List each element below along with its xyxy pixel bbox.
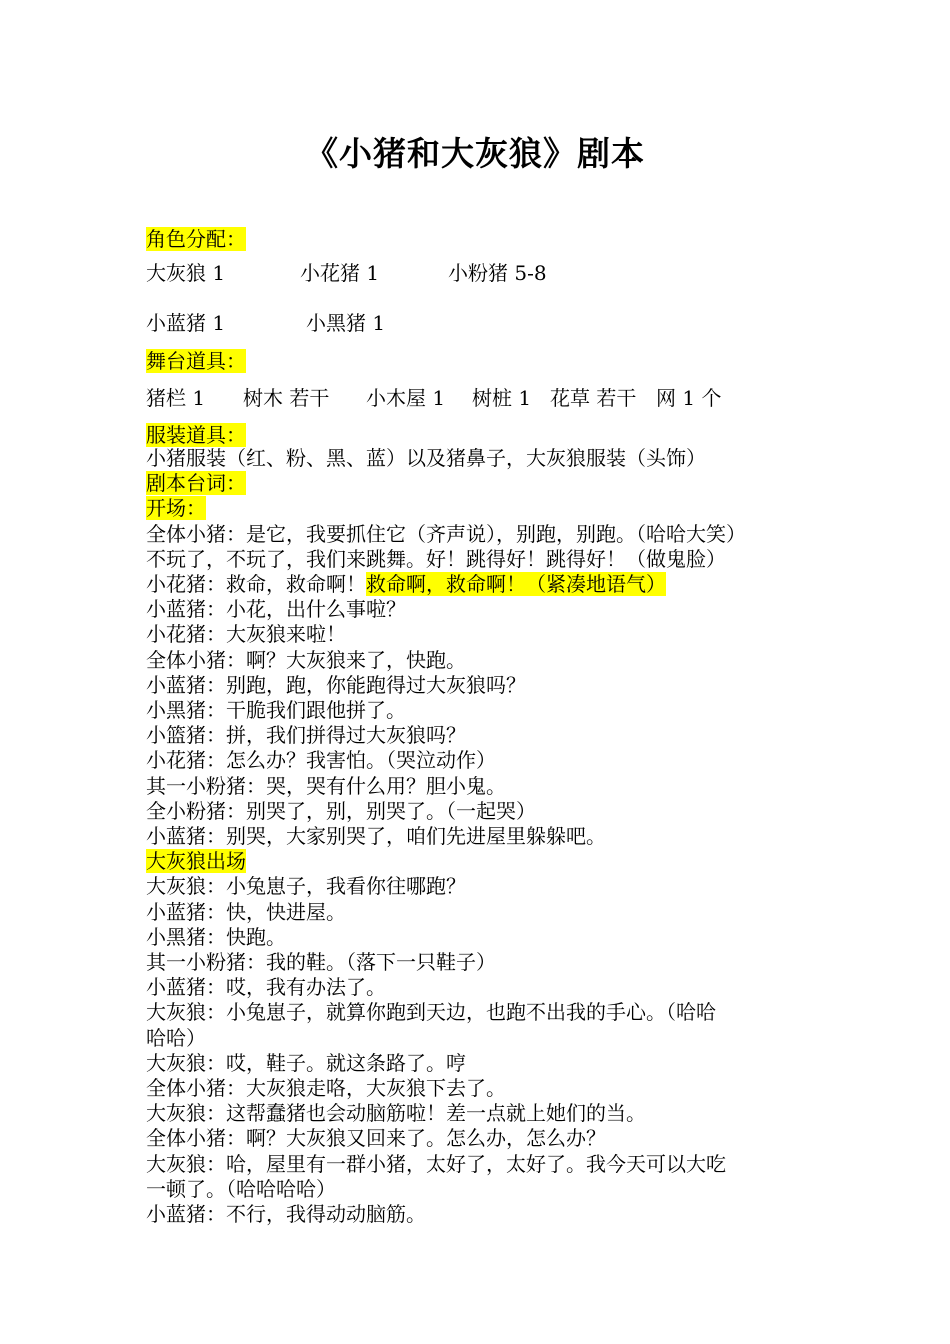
- script-line: 小蓝猪：不行，我得动动脑筋。: [146, 1202, 426, 1227]
- script-line: 一顿了。（哈哈哈哈）: [146, 1176, 336, 1201]
- script-line: 小蓝猪：哎，我有办法了。: [146, 975, 386, 1000]
- costume-line: 小猪服装（红、粉、黑、蓝）以及猪鼻子，大灰狼服装（头饰）: [146, 446, 706, 470]
- script-line: 不玩了，不玩了，我们来跳舞。好！跳得好！跳得好！（做鬼脸）: [146, 546, 726, 571]
- role-flower-pig: 小花猪 1: [300, 261, 380, 285]
- prop-stump: 树桩 1: [472, 386, 532, 410]
- script-line: 小蓝猪：别哭，大家别哭了，咱们先进屋里躲躲吧。: [146, 824, 606, 849]
- script-line: 大灰狼：小兔崽子，就算你跑到天边，也跑不出我的手心。（哈哈: [146, 1000, 716, 1025]
- script-line: 其一小粉猪：哭，哭有什么用？胆小鬼。: [146, 773, 506, 798]
- prop-cabin: 小木屋 1: [366, 386, 446, 410]
- script-line: 大灰狼：这帮蠢猪也会动脑筋啦！差一点就上她们的当。: [146, 1101, 646, 1126]
- script-line: 小黑猪：干脆我们跟他拼了。: [146, 698, 406, 723]
- prop-net: 网 1 个: [656, 386, 722, 410]
- wolf-entrance-heading: 大灰狼出场: [146, 849, 246, 874]
- script-line: 全体小猪：啊？大灰狼来了，快跑。: [146, 647, 466, 672]
- costume-heading: 服装道具：: [146, 423, 246, 447]
- script-line: 哈哈）: [146, 1025, 206, 1050]
- script-line: 其一小粉猪：我的鞋。（落下一只鞋子）: [146, 950, 496, 975]
- script-heading: 剧本台词：: [146, 471, 246, 496]
- prop-trees: 树木 若干: [243, 386, 330, 410]
- script-line: 小蓝猪：别跑，跑，你能跑得过大灰狼吗？: [146, 672, 526, 697]
- role-pink-pig: 小粉猪 5-8: [448, 261, 547, 285]
- page-title: 《小猪和大灰狼》剧本: [305, 134, 645, 173]
- props-heading: 舞台道具：: [146, 349, 246, 373]
- roles-row-1: [146, 261, 547, 285]
- role-blue-pig: 小蓝猪 1: [146, 311, 226, 335]
- script-line: 全小粉猪：别哭了，别，别哭了。（一起哭）: [146, 798, 536, 823]
- script-line: 大灰狼：小兔崽子，我看你往哪跑？: [146, 874, 466, 899]
- script-line: 小篮猪：拼，我们拼得过大灰狼吗？: [146, 723, 466, 748]
- role-black-pig: 小黑猪 1: [306, 311, 386, 335]
- script-line: 小蓝猪：快，快进屋。: [146, 899, 346, 924]
- script-line: 全体小猪：大灰狼走咯，大灰狼下去了。: [146, 1076, 506, 1101]
- script-line: 小蓝猪：小花，出什么事啦？: [146, 597, 406, 622]
- script-line: 大灰狼：哎，鞋子。就这条路了。哼: [146, 1050, 466, 1075]
- script-line: 全体小猪：啊？大灰狼又回来了。怎么办，怎么办？: [146, 1126, 606, 1151]
- script-line: 大灰狼：哈，屋里有一群小猪，太好了，太好了。我今天可以大吃: [146, 1151, 726, 1176]
- script-line: 小花猪：怎么办？我害怕。（哭泣动作）: [146, 748, 496, 773]
- prop-fence: 猪栏 1: [146, 386, 206, 410]
- roles-row-2: [146, 311, 385, 335]
- script-line: 全体小猪：是它，我要抓住它（齐声说），别跑，别跑。（哈哈大笑）: [146, 521, 746, 546]
- roles-heading: 角色分配：: [146, 227, 246, 251]
- opening-heading: 开场：: [146, 496, 206, 521]
- role-wolf: 大灰狼 1: [146, 261, 226, 285]
- script-line: 小黑猪：快跑。: [146, 924, 286, 949]
- prop-flowers: 花草 若干: [550, 386, 637, 410]
- props-line: [146, 386, 721, 410]
- highlighted-text: 救命啊，救命啊！（紧凑地语气）: [366, 572, 666, 597]
- script-line: 小花猪：救命，救命啊！救命啊，救命啊！（紧凑地语气）: [146, 572, 666, 597]
- script-body: [146, 446, 816, 1227]
- script-line: 小花猪：大灰狼来啦！: [146, 622, 346, 647]
